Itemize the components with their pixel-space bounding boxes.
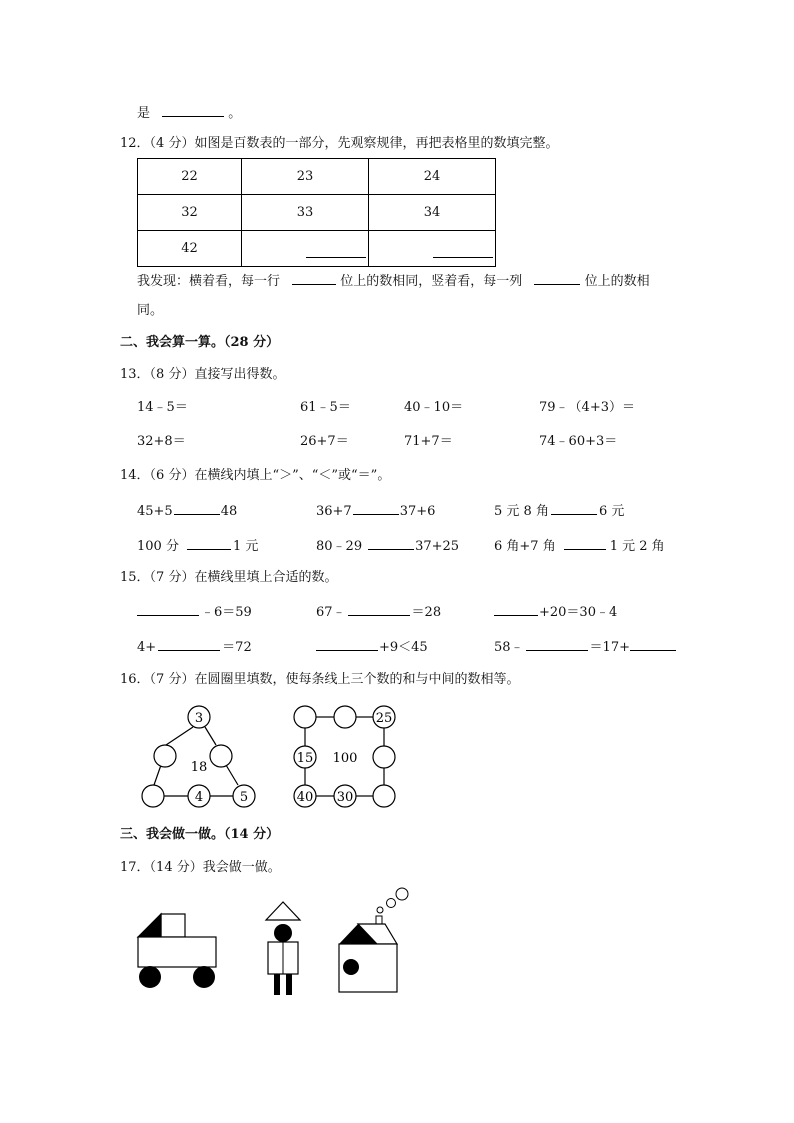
table-cell: 23	[242, 159, 369, 195]
fill-item	[137, 638, 252, 656]
q11-suffix: 。	[228, 106, 242, 121]
table-cell-blank[interactable]	[369, 231, 496, 267]
triangle-top-num: 3	[194, 711, 204, 726]
triangle-bottom-mid-num: 4	[194, 790, 204, 805]
fill-item	[494, 603, 617, 621]
compare-right: 1 元	[232, 539, 259, 554]
table-cell: 22	[138, 159, 242, 195]
fill-text: +9＜45	[379, 640, 428, 655]
table-row	[138, 195, 496, 231]
fill-item	[316, 603, 441, 621]
table-row	[138, 159, 496, 195]
q11-answer-blank[interactable]	[162, 104, 224, 117]
fill-text: ＝28	[411, 605, 442, 620]
q12-finding-end: 同。	[137, 303, 164, 318]
compare-item	[137, 502, 237, 520]
hundred-table	[137, 158, 496, 267]
table-cell: 34	[369, 195, 496, 231]
square-mid-left-num: 15	[296, 751, 314, 766]
compare-blank[interactable]	[174, 502, 220, 515]
compare-left: 80﹣29	[316, 539, 363, 554]
table-cell: 33	[242, 195, 369, 231]
circle-node-empty[interactable]	[210, 745, 232, 767]
fill-text: 58﹣	[494, 640, 524, 655]
fill-item	[494, 638, 676, 656]
q12-col-blank[interactable]	[534, 272, 580, 285]
q11-prefix: 是	[137, 106, 151, 121]
compare-item	[494, 537, 665, 555]
circle-node-empty[interactable]	[373, 746, 395, 768]
section2-heading: 二、我会算一算。（28 分）	[120, 335, 280, 350]
compare-blank[interactable]	[551, 502, 597, 515]
q12-row-blank[interactable]	[292, 272, 336, 285]
fill-blank[interactable]	[526, 638, 588, 651]
truck-figure	[133, 910, 223, 990]
fill-blank[interactable]	[494, 603, 538, 616]
fill-text: ＝17+	[589, 640, 630, 655]
triangle-puzzle	[135, 702, 265, 817]
compare-left: 36+7	[316, 504, 352, 519]
house-figure	[333, 884, 413, 994]
square-puzzle	[288, 702, 403, 817]
circle-node-empty[interactable]	[373, 785, 395, 807]
fill-text: +20＝30﹣4	[539, 605, 618, 620]
fill-item	[316, 638, 428, 656]
compare-left: 5 元 8 角	[494, 504, 549, 519]
compare-blank[interactable]	[187, 537, 231, 550]
fill-item	[137, 603, 252, 621]
q16-title: 16．（7 分）在圆圈里填数，使每条线上三个数的和与中间的数相等。	[120, 672, 520, 687]
calc-item: 61﹣5＝	[300, 400, 351, 415]
compare-blank[interactable]	[564, 537, 606, 550]
calc-item: 14﹣5＝	[137, 400, 188, 415]
q13-title: 13．（8 分）直接写出得数。	[120, 367, 286, 382]
calc-item: 74﹣60+3＝	[539, 434, 618, 449]
fill-text: ＝72	[222, 640, 252, 655]
table-cell: 32	[138, 195, 242, 231]
compare-left: 100 分	[137, 539, 179, 554]
calc-item: 26+7＝	[300, 434, 349, 449]
circle-node-empty[interactable]	[294, 706, 316, 728]
triangle-center-num: 18	[190, 760, 208, 775]
calc-item: 79﹣（4+3）＝	[539, 400, 635, 415]
compare-left: 45+5	[137, 504, 173, 519]
table-cell-blank[interactable]	[242, 231, 369, 267]
q17-title: 17．（14 分）我会做一做。	[120, 860, 281, 875]
fill-text: 4+	[137, 640, 157, 655]
compare-item	[316, 502, 435, 520]
q12-finding-b: 位上的数相同，竖着看，每一列	[340, 274, 523, 289]
compare-left: 6 角+7 角	[494, 539, 556, 554]
table-cell: 24	[369, 159, 496, 195]
q12-title: 12．（4 分）如图是百数表的一部分，先观察规律，再把表格里的数填完整。	[120, 136, 559, 151]
triangle-bottom-right-num: 5	[239, 790, 249, 805]
section3-heading: 三、我会做一做。（14 分）	[120, 827, 280, 842]
compare-blank[interactable]	[353, 502, 399, 515]
circle-node-empty[interactable]	[334, 706, 356, 728]
table-row	[138, 231, 496, 267]
square-top-right-num: 25	[375, 711, 393, 726]
q11-tail	[137, 104, 241, 122]
fill-blank[interactable]	[158, 638, 220, 651]
compare-blank[interactable]	[368, 537, 414, 550]
compare-item	[494, 502, 624, 520]
square-center-num: 100	[332, 751, 358, 766]
fill-text: 67﹣	[316, 605, 346, 620]
compare-right: 6 元	[598, 504, 625, 519]
q14-title: 14．（6 分）在横线内填上“＞”、“＜”或“＝”。	[120, 468, 391, 483]
fill-blank[interactable]	[316, 638, 378, 651]
compare-right: 37+6	[399, 504, 436, 519]
person-figure	[263, 900, 303, 995]
q12-finding-c: 位上的数相	[584, 274, 650, 289]
square-bottom-mid-num: 30	[336, 790, 354, 805]
compare-right: 48	[220, 504, 238, 519]
fill-blank[interactable]	[348, 603, 410, 616]
circle-node-empty[interactable]	[154, 745, 176, 767]
calc-item: 32+8＝	[137, 434, 186, 449]
fill-text: ﹣6＝59	[201, 605, 252, 620]
compare-right: 37+25	[415, 539, 460, 554]
q15-title: 15．（7 分）在横线里填上合适的数。	[120, 570, 338, 585]
square-bottom-left-num: 40	[296, 790, 314, 805]
circle-node-empty[interactable]	[142, 785, 164, 807]
fill-blank[interactable]	[137, 603, 199, 616]
q12-finding-a: 我发现：横着看，每一行	[137, 274, 281, 289]
fill-blank[interactable]	[630, 638, 676, 651]
compare-right: 1 元 2 角	[609, 539, 665, 554]
calc-item: 71+7＝	[404, 434, 453, 449]
compare-item	[137, 537, 258, 555]
q12-finding	[137, 272, 650, 290]
table-cell: 42	[138, 231, 242, 267]
compare-item	[316, 537, 459, 555]
calc-item: 40﹣10＝	[404, 400, 464, 415]
